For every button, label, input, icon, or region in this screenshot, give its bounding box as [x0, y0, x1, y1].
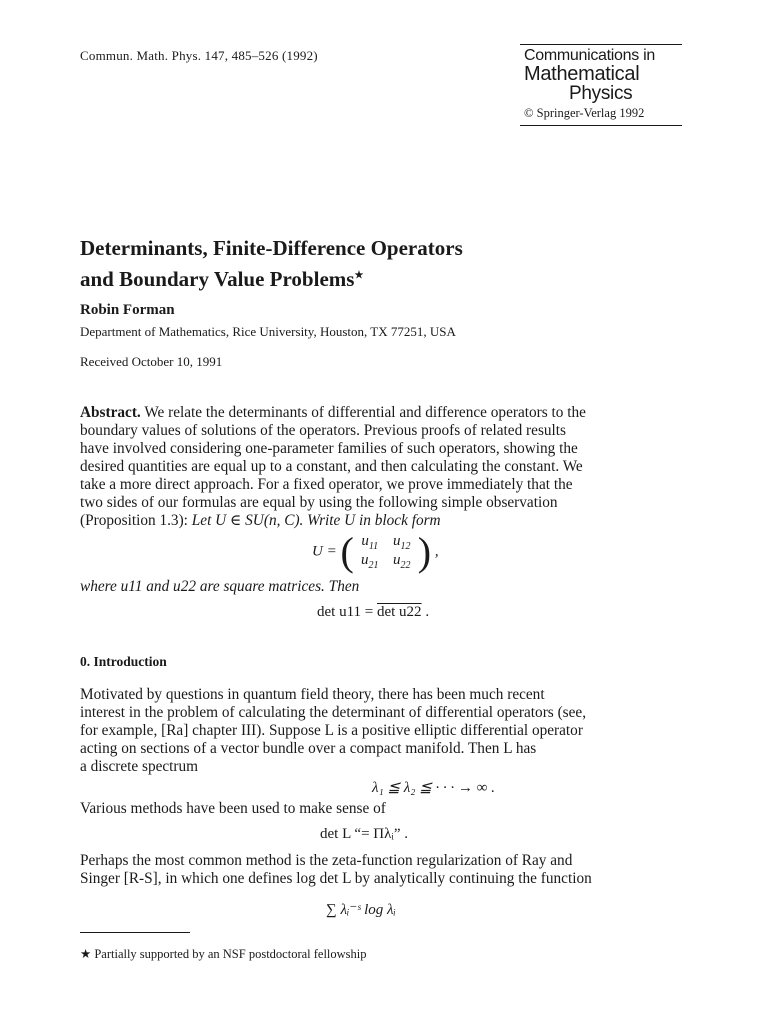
intro-line: Motivated by questions in quantum field theory, there has been much recent — [80, 686, 545, 703]
logo-line-3: Physics — [569, 83, 633, 104]
logo-line-1: Communications in — [524, 47, 655, 64]
logo-top-rule — [520, 44, 682, 45]
intro-line: a discrete spectrum — [80, 758, 199, 775]
block-matrix-equation — [312, 529, 439, 574]
logo-copyright: © Springer-Verlag 1992 — [524, 106, 645, 120]
author-name: Robin Forman — [80, 302, 175, 318]
det-trailing-period: . — [425, 604, 430, 620]
spectrum-equation: λ₁ ≦ λ₂ ≦ · · · → ∞ . — [372, 780, 496, 796]
intro-line: interest in the problem of calculating the determinant of differential operators (see, — [80, 704, 587, 721]
matrix-entry-u11: $u_{11}$ — [361, 533, 379, 552]
intro-line: for example, [Ra] chapter III). Suppose L is a positive elliptic differential operator — [80, 722, 583, 739]
footnote-rule — [80, 932, 190, 933]
matrix-lhs: U = — [312, 543, 337, 560]
title-line-2-text: and Boundary Value Problems — [80, 267, 355, 291]
abstract-line: have involved considering one-parameter families of such operators, showing the — [80, 440, 578, 457]
intro-paragraph-1 — [80, 686, 687, 776]
title-line-1: Determinants, Finite-Difference Operators — [80, 236, 463, 260]
matrix-entry-u22: $u_{22}$ — [393, 552, 411, 571]
intro-paragraph-2 — [80, 852, 687, 888]
journal-logo — [520, 44, 682, 126]
title-line-2 — [80, 262, 463, 293]
abstract-line — [80, 404, 687, 422]
abstract-line: take a more direct approach. For a fixed operator, we prove immediately that the — [80, 476, 573, 493]
formal-determinant-equation: det L “= Πλᵢ” . — [320, 826, 409, 842]
abstract-paragraph — [80, 404, 687, 530]
abstract-line: boundary values of solutions of the operators. Previous proofs of related results — [80, 422, 566, 439]
journal-reference: Commun. Math. Phys. 147, 485–526 (1992) — [80, 48, 318, 63]
abstract-line-text: We relate the determinants of differential and difference operators to the — [144, 404, 586, 421]
det-left: det u11 = — [317, 604, 374, 620]
proposition-line — [80, 512, 687, 530]
intro-line: Perhaps the most common method is the zeta-function regularization of Ray and — [80, 852, 573, 869]
intro-line: acting on sections of a vector bundle over a compact manifold. Then L has — [80, 740, 537, 757]
title-footnote-mark: ★ — [354, 270, 364, 281]
matrix-trailing-comma: , — [434, 543, 439, 560]
methods-line: Various methods have been used to make sense of — [80, 800, 386, 817]
matrix-row-1 — [354, 533, 418, 552]
right-paren: ) — [417, 529, 432, 574]
article-title — [80, 234, 463, 293]
intro-line: Singer [R-S], in which one defines log det L by analytically continuing the function — [80, 870, 592, 887]
abstract-line: desired quantities are equal up to a constant, and then calculating the constant. We — [80, 458, 583, 475]
footnote-text: ★ Partially supported by an NSF postdoctoral fellowship — [80, 947, 367, 961]
abstract-line: two sides of our formulas are equal by using the following simple observation — [80, 494, 558, 511]
where-clause: where u11 and u22 are square matrices. Then — [80, 578, 360, 595]
matrix-entry-u21: $u_{21}$ — [361, 552, 379, 571]
abstract-label: Abstract. — [80, 404, 141, 421]
zeta-series-equation: ∑ λᵢ⁻ˢ log λᵢ — [326, 902, 396, 918]
section-heading-introduction: 0. Introduction — [80, 654, 167, 669]
received-date: Received October 10, 1991 — [80, 354, 223, 369]
matrix-entry-u12: $u_{12}$ — [393, 533, 411, 552]
det-right-conjugate: det u22 — [376, 604, 422, 620]
left-paren: ( — [340, 529, 354, 574]
logo-line-2: Mathematical — [524, 63, 640, 85]
determinant-equation — [317, 604, 429, 621]
matrix-row-2 — [354, 552, 418, 571]
proposition-ref: (Proposition 1.3): — [80, 512, 188, 529]
logo-bottom-rule — [520, 125, 682, 126]
proposition-statement: Let U ∈ SU(n, C). Write U in block form — [191, 512, 441, 529]
author-affiliation: Department of Mathematics, Rice University, Houston, TX 77251, USA — [80, 324, 456, 339]
block-matrix — [354, 533, 418, 571]
